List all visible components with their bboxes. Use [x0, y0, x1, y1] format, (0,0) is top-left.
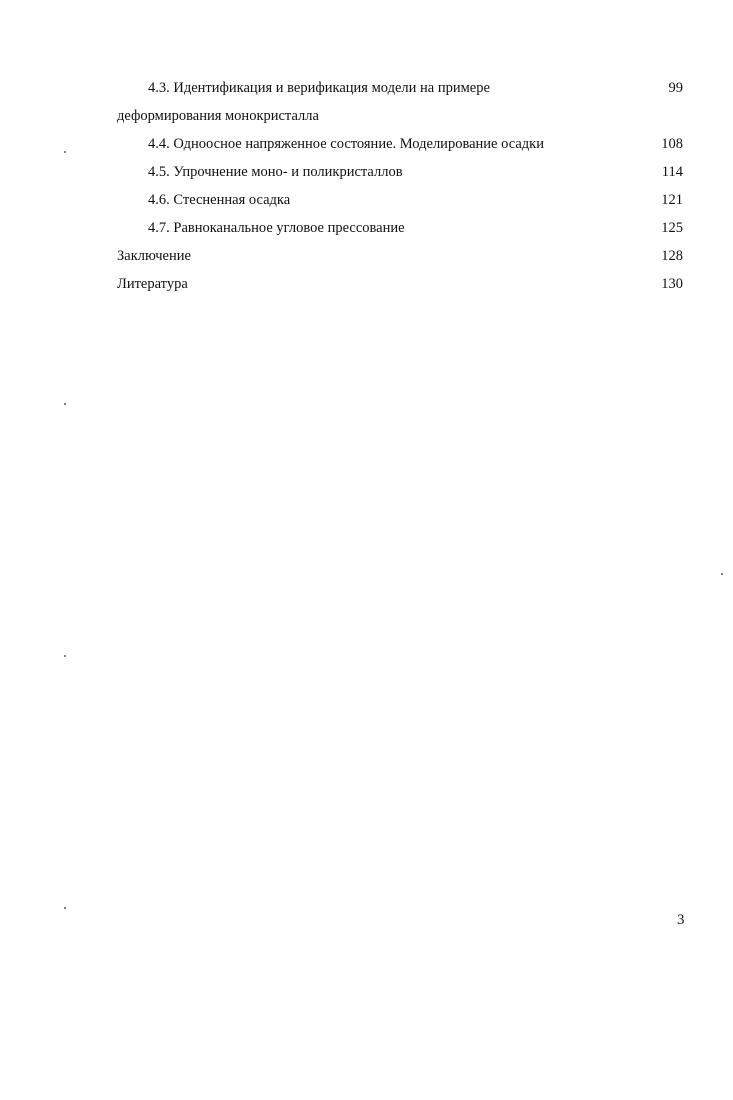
scan-speck [64, 655, 66, 657]
toc-entry-page: 130 [661, 276, 683, 292]
toc-entry-title: Литература [117, 276, 188, 292]
toc-entry-page: 114 [661, 164, 683, 180]
toc-entry-title: 4.7. Равноканальное угловое прессование [148, 220, 405, 236]
toc-entry-title: деформирования монокристалла [117, 108, 319, 124]
toc-entry-page: 108 [661, 136, 683, 152]
toc-entry-4-4 [117, 134, 687, 162]
toc-entry-4-3-continuation [117, 106, 687, 134]
toc-entry-title: 4.4. Одноосное напряженное состояние. Моделирование осадки [148, 136, 544, 152]
page-number: 3 [677, 912, 685, 928]
toc-entry-conclusion [117, 246, 687, 274]
toc-entry-page: 99 [668, 80, 683, 96]
toc-entry-title: 4.6. Стесненная осадка [148, 192, 291, 208]
toc-entry-references [117, 274, 687, 302]
toc-entry-4-7 [117, 218, 687, 246]
toc-entry-page: 125 [661, 220, 683, 236]
toc-entry-title: Заключение [117, 248, 191, 264]
toc-entry-title: 4.3. Идентификация и верификация модели на примере [148, 80, 490, 96]
toc-entry-title: 4.5. Упрочнение моно- и поликристаллов [148, 164, 403, 180]
scan-speck [64, 907, 66, 909]
toc-entry-4-5 [117, 162, 687, 190]
toc-entry-page: 121 [661, 192, 683, 208]
toc-entry-4-6 [117, 190, 687, 218]
toc-entry-page: 128 [661, 248, 683, 264]
scan-speck [721, 573, 723, 575]
scan-speck [64, 151, 66, 153]
scan-speck [64, 403, 66, 405]
table-of-contents [117, 78, 687, 302]
toc-entry-4-3 [117, 78, 687, 106]
